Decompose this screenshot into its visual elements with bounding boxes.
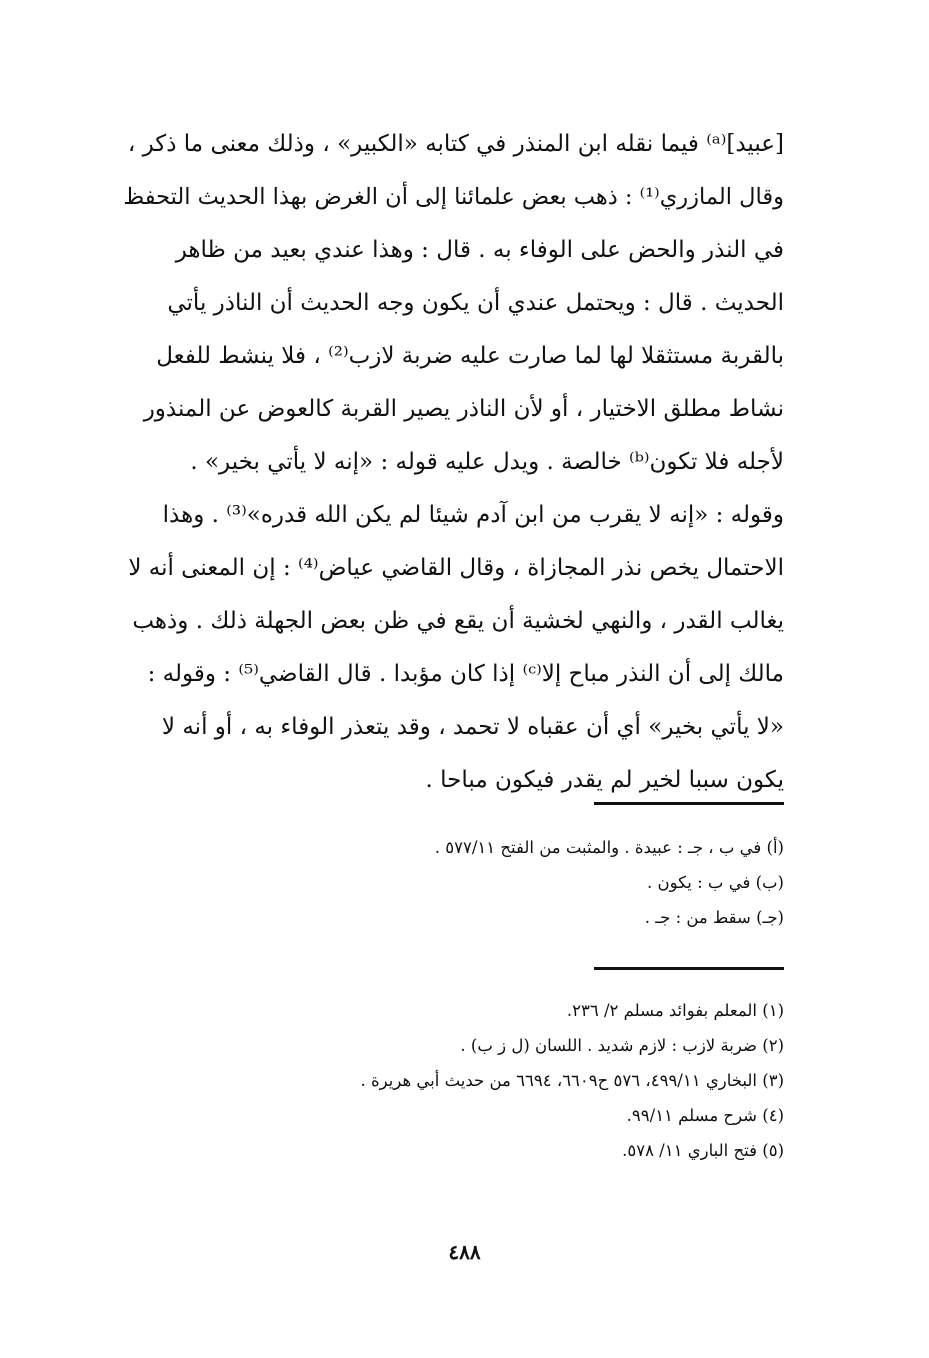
source-footnote: (١) المعلم بفوائد مسلم ٢/ ٢٣٦. <box>566 1001 784 1020</box>
main-text-line: الحديث . قال : ويحتمل عندي أن يكون وجه الحديث أن الناذر يأتي <box>167 290 784 316</box>
main-text-body <box>118 118 784 807</box>
main-text-line: مالك إلى أن النذر مباح إلا⁽ᶜ⁾ إذا كان مؤبدا . قال القاضي⁽⁵⁾ : وقوله : <box>147 661 784 687</box>
main-text-line: [عبيد]⁽ᵃ⁾ فيما نقله ابن المنذر في كتابه «الكبير» ، وذلك معنى ما ذكر ، <box>127 131 784 157</box>
main-text-line: لأجله فلا تكون⁽ᵇ⁾ خالصة . ويدل عليه قوله : «إنه لا يأتي بخير» . <box>190 449 784 475</box>
source-footnotes <box>200 993 784 1168</box>
page-number: ٤٨٨ <box>448 1240 481 1264</box>
main-text-line: وقال المازري⁽¹⁾ : ذهب بعض علمائنا إلى أن الغرض بهذا الحديث التحفظ <box>123 184 784 210</box>
main-text-line: نشاط مطلق الاختيار ، أو لأن الناذر يصير القربة كالعوض عن المنذور <box>143 396 784 422</box>
variant-footnote: (ب) في ب : يكون . <box>647 873 784 892</box>
main-text-line: «لا يأتي بخير» أي أن عقباه لا تحمد ، وقد يتعذر الوفاء به ، أو أنه لا <box>161 714 784 740</box>
source-footnote: (٤) شرح مسلم ٩٩/١١. <box>626 1106 784 1125</box>
variant-footnote: (جـ) سقط من : جـ . <box>644 908 784 927</box>
variant-footnotes <box>200 830 784 935</box>
footnote-divider-sources <box>594 967 784 970</box>
source-footnote: (٢) ضربة لازب : لازم شديد . اللسان (ل ز ب) . <box>460 1036 784 1055</box>
main-text-line: في النذر والحض على الوفاء به . قال : وهذا عندي بعيد من ظاهر <box>175 237 784 263</box>
main-text-line: يكون سببا لخير لم يقدر فيكون مباحا . <box>425 767 784 793</box>
variant-footnote: (أ) في ب ، جـ : عبيدة . والمثبت من الفتح ٥٧٧/١١ . <box>434 838 784 857</box>
main-text-line: الاحتمال يخص نذر المجازاة ، وقال القاضي عياض⁽⁴⁾ : إن المعنى أنه لا <box>128 555 784 581</box>
source-footnote: (٣) البخاري ٤٩٩/١١، ٥٧٦ ح٦٦٠٩، ٦٦٩٤ من حديث أبي هريرة . <box>360 1071 784 1090</box>
main-text-line: وقوله : «إنه لا يقرب من ابن آدم شيئا لم يكن الله قدره»⁽³⁾ . وهذا <box>162 502 784 528</box>
main-text-line: يغالب القدر ، والنهي لخشية أن يقع في ظن بعض الجهلة ذلك . وذهب <box>132 608 784 634</box>
main-text-line: بالقربة مستثقلا لها لما صارت عليه ضربة لازب⁽²⁾ ، فلا ينشط للفعل <box>156 343 784 369</box>
source-footnote: (٥) فتح الباري ١١/ ٥٧٨. <box>622 1141 784 1160</box>
footnote-divider-variants <box>594 802 784 805</box>
